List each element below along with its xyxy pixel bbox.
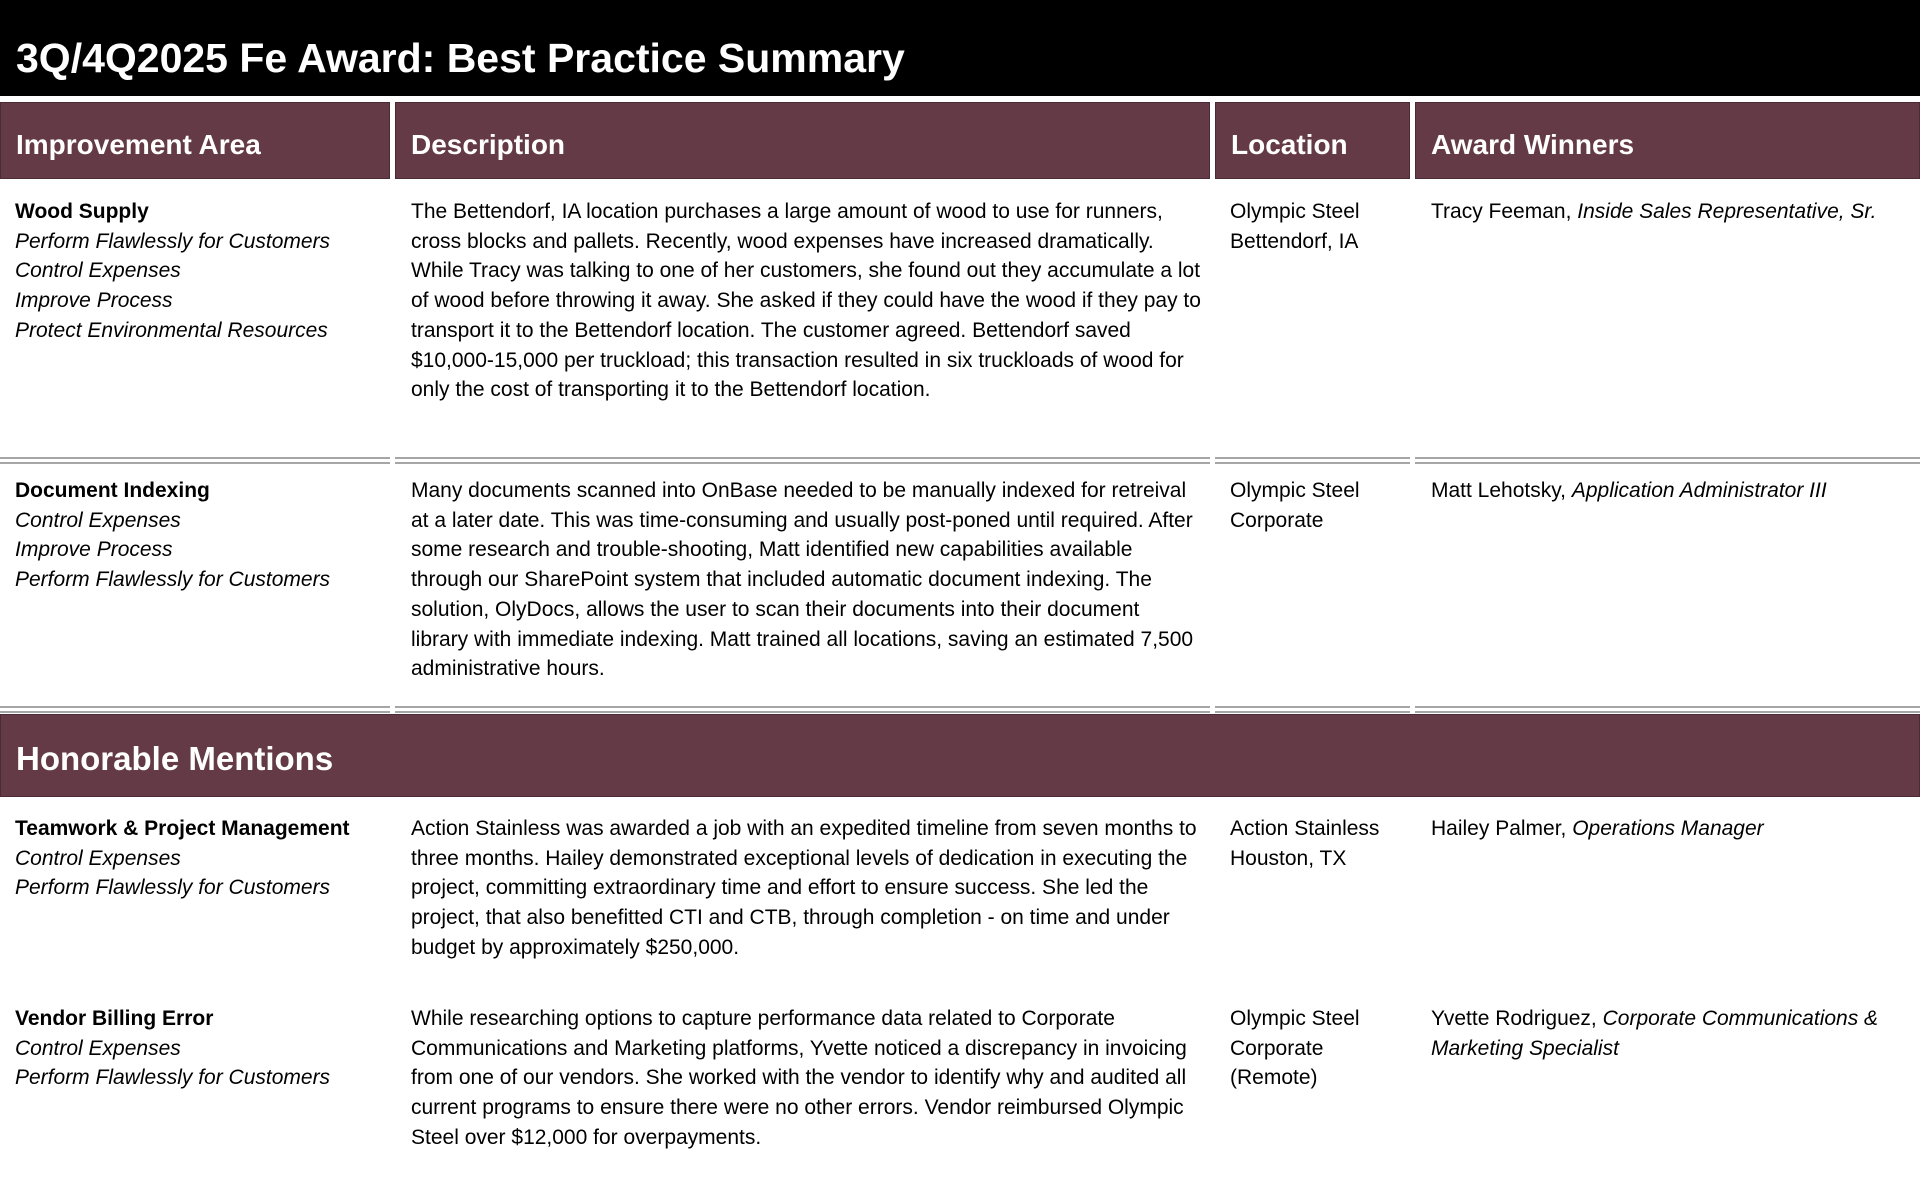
header-location [1215, 102, 1410, 179]
area-name: Teamwork & Project Management [15, 817, 350, 840]
area-name: Document Indexing [15, 479, 210, 502]
improvement-area-cell [15, 476, 385, 595]
location-cell [1230, 197, 1405, 256]
header-description-label: Description [411, 129, 566, 160]
goal: Perform Flawlessly for Customers [15, 1066, 331, 1090]
header-improvement-area [0, 102, 390, 179]
description-cell: While researching options to capture performance data related to Corporate Communications and Marketing platforms, Yvette noticed a discrepancy in invoicing from one of our vendors. She worked with the vendor to identify why and audited all current programs to ensure there were no other errors. Vendor reimbursed Olympic Steel over $12,000 for overpayments. [411, 1007, 1187, 1149]
location-line: (Remote) [1230, 1066, 1318, 1090]
description-cell: The Bettendorf, IA location purchases a large amount of wood to use for runners, cross blocks and pallets. Recently, wood expenses have increased dramatically. While Tracy was talking to one of her customers, she found out they accumulate a lot of wood before throwing it away. She asked if they could have the wood if they pay to transport it to the Bettendorf location. The customer agreed. Bettendorf saved $10,000-15,000 per truckload; this transaction resulted in six truckloads of wood for only the cost of transporting it to the Bettendorf location. [411, 200, 1201, 402]
header-location-label: Location [1231, 129, 1348, 160]
row-divider [395, 706, 1210, 713]
goal: Control Expenses [15, 846, 181, 870]
row-divider [0, 457, 390, 464]
winner-role: Operations Manager [1572, 817, 1764, 840]
header-improvement-area-label: Improvement Area [16, 129, 261, 160]
description-cell: Action Stainless was awarded a job with an expedited timeline from seven months to three months. Hailey demonstrated exceptional levels of dedication in executing the project, committing extraordinary time and effort to ensure success. She led the project, that also benefitted CTI and CTB, through completion - on time and under budget by approximately $250,000. [411, 817, 1197, 959]
honorable-mentions-header [0, 714, 1920, 797]
award-winner-cell [1431, 476, 1911, 506]
winner-name: Hailey Palmer, [1431, 817, 1573, 840]
location-cell [1230, 476, 1405, 535]
header-award-winners-label: Award Winners [1431, 129, 1635, 160]
winner-role: Application Administrator III [1571, 479, 1827, 502]
area-name: Wood Supply [15, 200, 149, 223]
location-line: Houston, TX [1230, 846, 1347, 870]
award-winner-cell [1431, 814, 1911, 844]
row-divider [0, 706, 390, 713]
improvement-area-cell [15, 197, 385, 346]
goal: Control Expenses [15, 1036, 181, 1060]
area-name: Vendor Billing Error [15, 1007, 214, 1030]
improvement-area-cell [15, 814, 385, 903]
location-line: Corporate [1230, 508, 1324, 532]
location-line: Bettendorf, IA [1230, 229, 1359, 253]
location-line: Olympic Steel [1230, 1007, 1360, 1030]
header-description [395, 102, 1210, 179]
row-divider [395, 457, 1210, 464]
goal: Control Expenses [15, 508, 181, 532]
row-divider [1415, 457, 1920, 464]
winner-name: Yvette Rodriguez, [1431, 1007, 1603, 1030]
goal: Improve Process [15, 289, 173, 313]
goal: Improve Process [15, 538, 173, 562]
improvement-area-cell [15, 1004, 385, 1093]
page-title: 3Q/4Q2025 Fe Award: Best Practice Summary [16, 35, 905, 81]
winner-role: Corporate Communications & Marketing Specialist [1431, 1007, 1879, 1060]
description-cell: Many documents scanned into OnBase needed to be manually indexed for retreival at a later date. This was time-consuming and usually post-poned until required. After some research and trouble-shooting, Matt identified new capabilities available through our SharePoint system that included automatic document indexing. The solution, OlyDocs, allows the user to scan their documents into their document library with immediate indexing. Matt trained all locations, saving an estimated 7,500 administrative hours. [411, 479, 1194, 681]
winner-name: Matt Lehotsky, [1431, 479, 1572, 502]
winner-name: Tracy Feeman, [1431, 200, 1578, 223]
award-winner-cell [1431, 1004, 1911, 1063]
location-cell [1230, 814, 1405, 873]
goal: Perform Flawlessly for Customers [15, 568, 331, 592]
award-winner-cell [1431, 197, 1911, 227]
goal: Perform Flawlessly for Customers [15, 229, 331, 253]
row-divider [1415, 706, 1920, 713]
goal: Perform Flawlessly for Customers [15, 876, 331, 900]
section-title: Honorable Mentions [16, 740, 334, 777]
location-line: Corporate [1230, 1036, 1324, 1060]
goal: Protect Environmental Resources [15, 318, 328, 342]
row-divider [1215, 457, 1410, 464]
winner-role: Inside Sales Representative, Sr. [1577, 200, 1877, 223]
location-line: Olympic Steel [1230, 479, 1360, 502]
title-bar [0, 0, 1920, 96]
goal: Control Expenses [15, 259, 181, 283]
row-divider [1215, 706, 1410, 713]
location-line: Olympic Steel [1230, 200, 1360, 223]
location-cell [1230, 1004, 1405, 1093]
header-award-winners [1415, 102, 1920, 179]
location-line: Action Stainless [1230, 817, 1380, 840]
